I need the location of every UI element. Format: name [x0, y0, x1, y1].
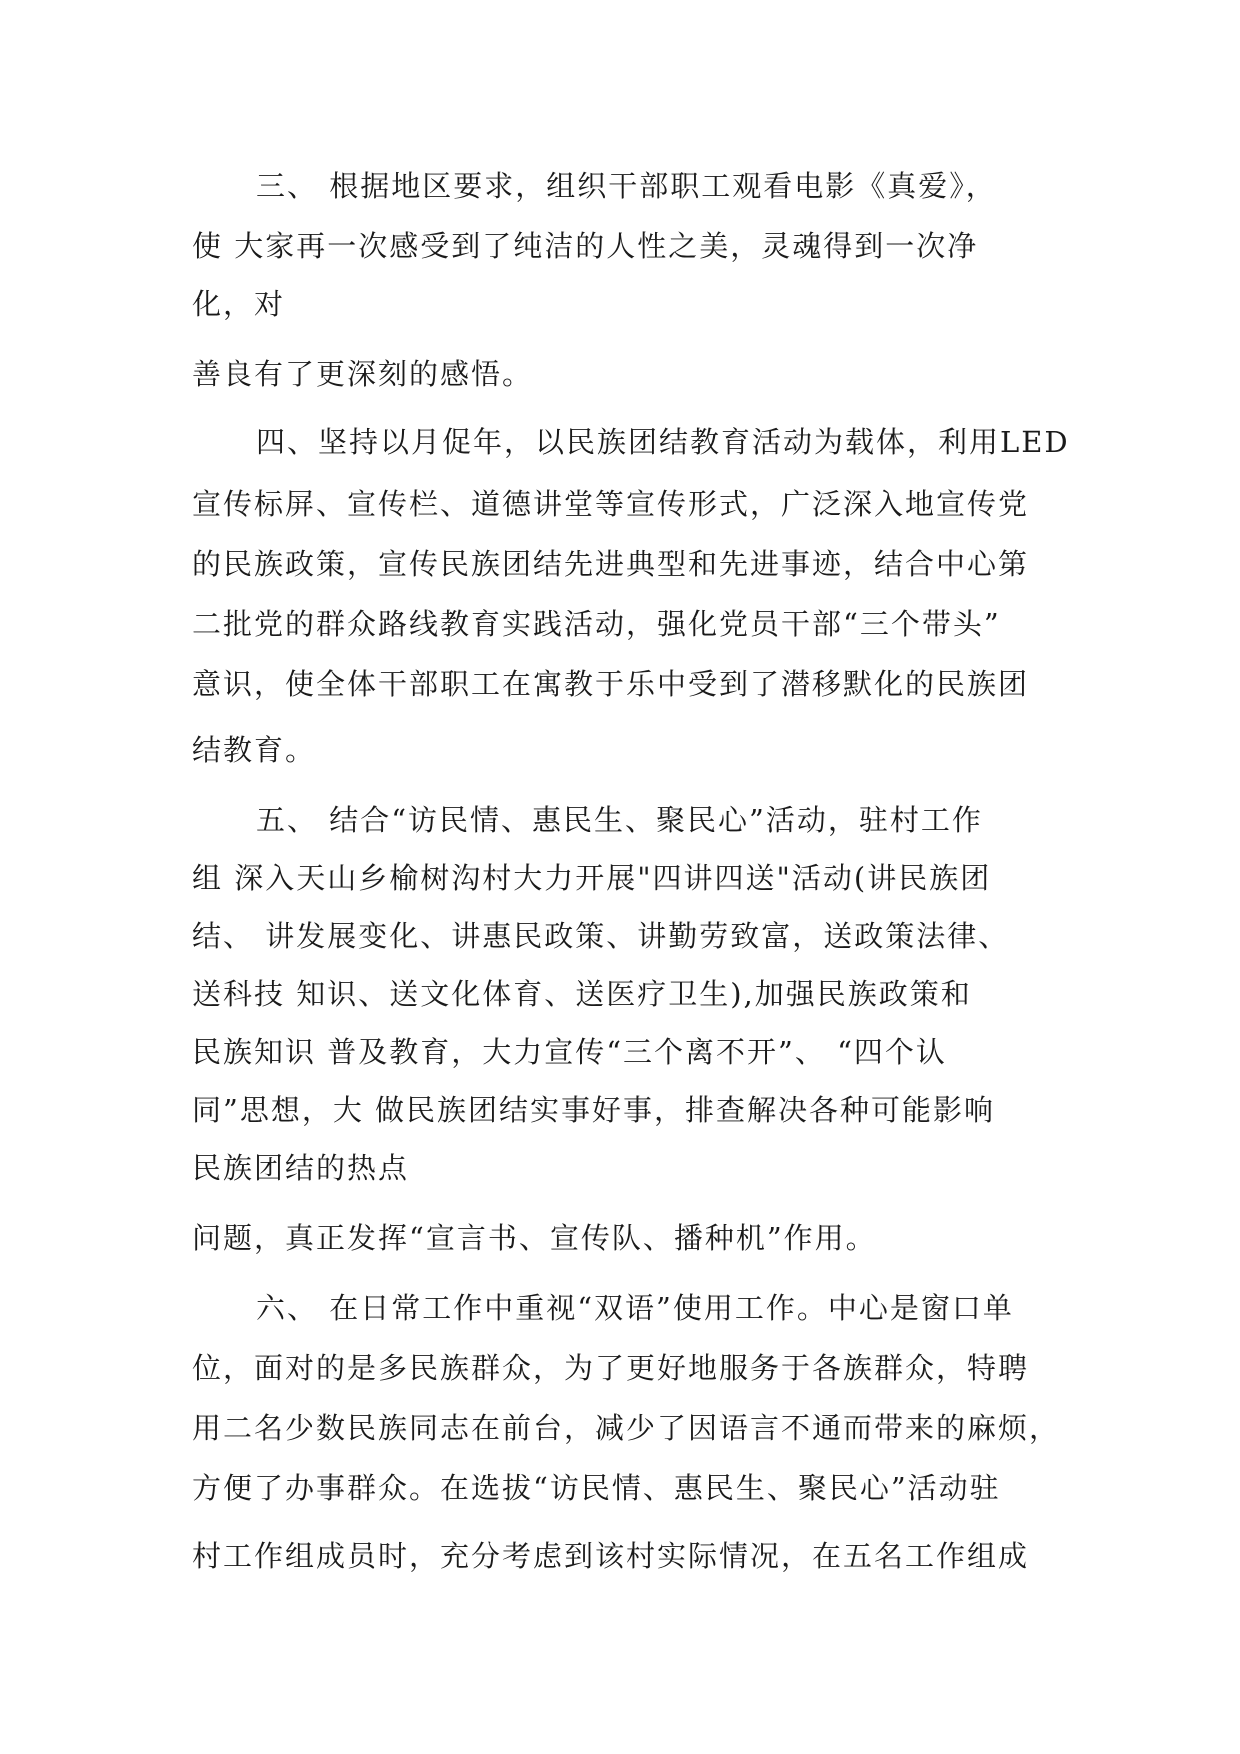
paragraph-line: 结教育。: [192, 733, 317, 767]
paragraph-line: 位，面对的是多民族群众，为了更好地服务于各族群众，特聘: [192, 1351, 1030, 1385]
paragraph-line: 使 大家再一次感受到了纯洁的人性之美，灵魂得到一次净: [192, 229, 979, 263]
paragraph-line: 三、 根据地区要求，组织干部职工观看电影《真爱》，: [256, 169, 997, 203]
paragraph-line: 意识，使全体干部职工在寓教于乐中受到了潜移默化的民族团: [192, 667, 1030, 701]
paragraph-line: 民族知识 普及教育，大力宣传“三个离不开”、 “四个认: [192, 1035, 947, 1069]
paragraph-line: 同”思想，大 做民族团结实事好事，排查解决各种可能影响: [192, 1093, 996, 1127]
paragraph-line: 方便了办事群众。在选拔“访民情、惠民生、聚民心”活动驻: [192, 1471, 1001, 1505]
paragraph-line: 用二名少数民族同志在前台，减少了因语言不通而带来的麻烦，: [192, 1411, 1061, 1445]
paragraph-line: 化，对: [192, 287, 286, 321]
paragraph-line: 宣传标屏、宣传栏、道德讲堂等宣传形式，广泛深入地宣传党: [192, 487, 1030, 521]
paragraph-line: 五、 结合“访民情、惠民生、聚民心”活动，驻村工作: [256, 803, 983, 837]
paragraph-line: 问题，真正发挥“宣言书、宣传队、播种机”作用。: [192, 1221, 877, 1255]
paragraph-line: 送科技 知识、送文化体育、送医疗卫生),加强民族政策和: [192, 977, 972, 1011]
paragraph-line: 组 深入天山乡榆树沟村大力开展"四讲四送"活动(讲民族团: [192, 861, 992, 895]
paragraph-line: 四、坚持以月促年，以民族团结教育活动为载体，利用LED: [256, 425, 1070, 459]
paragraph-line: 六、 在日常工作中重视“双语”使用工作。中心是窗口单: [256, 1291, 1014, 1325]
paragraph-line: 二批党的群众路线教育实践活动，强化党员干部“三个带头”: [192, 607, 1001, 641]
paragraph-line: 民族团结的热点: [192, 1151, 410, 1185]
paragraph-line: 善良有了更深刻的感悟。: [192, 357, 534, 391]
paragraph-line: 村工作组成员时，充分考虑到该村实际情况，在五名工作组成: [192, 1539, 1030, 1573]
paragraph-line: 结、 讲发展变化、讲惠民政策、讲勤劳致富，送政策法律、: [192, 919, 1010, 953]
paragraph-line: 的民族政策，宣传民族团结先进典型和先进事迹，结合中心第: [192, 547, 1030, 581]
